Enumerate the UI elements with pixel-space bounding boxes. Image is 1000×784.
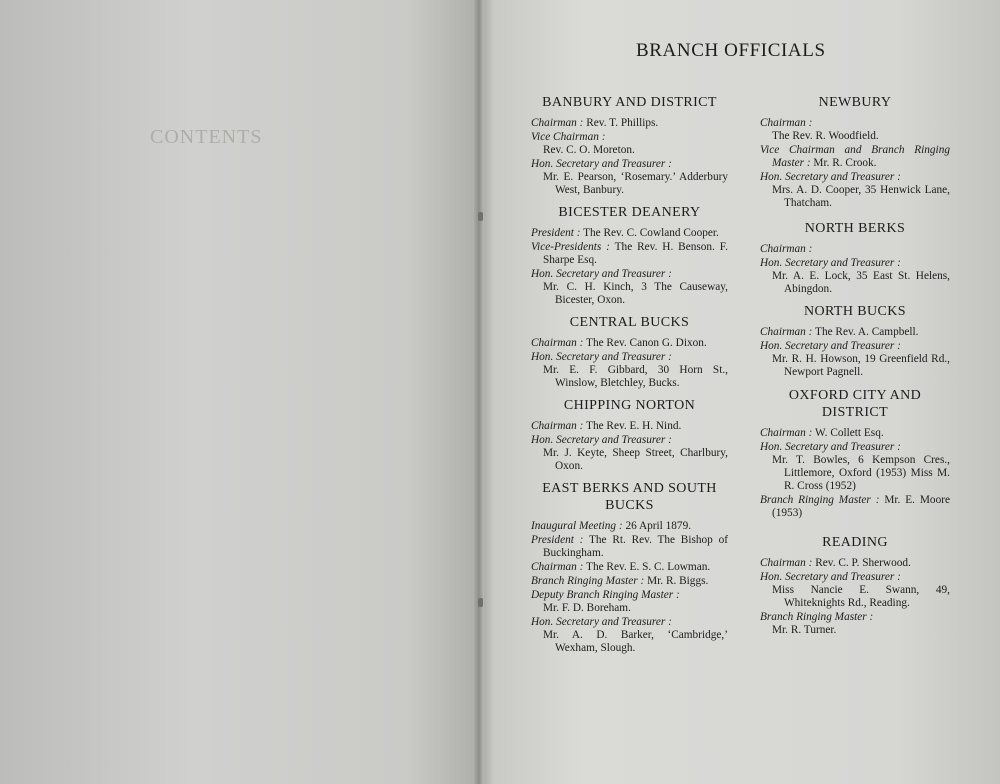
official-role: Hon. Secretary and Treasurer : [531,351,672,363]
branch-name: NORTH BERKS [804,221,906,236]
branch-section [531,397,728,473]
official-name: Rev. C. P. Sherwood. [815,557,911,569]
official-role: Inaugural Meeting : [531,520,623,532]
official-entry [760,117,950,143]
branch-section [760,303,950,379]
official-entry [531,420,728,433]
official-name: Mr. J. Keyte, Sheep Street, Charlbury, Oxon. [543,447,728,472]
official-name: The Rev. R. Woodfield. [772,130,879,142]
official-role: Hon. Secretary and Treasurer : [760,257,901,269]
official-name: Mr. E. Pearson, ‘Rosemary.’ Adderbury West, Banbury. [543,171,728,196]
official-entry [760,571,950,610]
branch-section [760,387,950,520]
official-role: Chairman : [531,117,584,129]
official-role: Hon. Secretary and Treasurer : [760,571,901,583]
official-name: Mr. R. Turner. [772,624,837,636]
official-entry [531,589,728,615]
branch-name: OXFORD CITY AND DISTRICT [788,388,922,420]
official-entry [531,575,728,588]
official-entry [760,243,950,256]
official-role: Hon. Secretary and Treasurer : [531,268,672,280]
official-role: Vice Chairman and Branch Ringing Master : [760,144,950,169]
official-name: Mr. F. D. Boreham. [543,602,631,614]
official-name: Mr. A. E. Lock, 35 East St. Helens, Abingdon. [772,270,950,295]
official-name: Mr. T. Bowles, 6 Kempson Cres., Littlemore, Oxford (1953) Miss M. R. Cross (1952) [772,454,950,492]
official-role: Chairman : [531,561,584,573]
official-role: Chairman : [760,427,813,439]
official-entry [531,434,728,473]
official-entry [760,441,950,493]
official-entry [760,494,950,520]
official-role: Chairman : [760,117,813,129]
branch-name: EAST BERKS AND SOUTH BUCKS [542,481,717,513]
official-name: The Rev. E. S. C. Lowman. [586,561,711,573]
branch-section [760,94,950,210]
official-role: Branch Ringing Master : [760,611,874,623]
official-entry [531,268,728,307]
branch-name: NORTH BUCKS [804,304,906,319]
branch-section [760,534,950,637]
official-entry [760,144,950,170]
ghost-heading: CONTENTS [150,126,263,148]
official-role: Hon. Secretary and Treasurer : [531,434,672,446]
official-role: Hon. Secretary and Treasurer : [531,158,672,170]
staple-mark [478,598,483,607]
official-entry [760,257,950,296]
official-name: Rev. C. O. Moreton. [543,144,635,156]
official-entry [531,534,728,560]
branch-name: READING [822,535,888,550]
official-entry [531,227,728,240]
branch-name: NEWBURY [818,95,892,110]
official-name: Mr. C. H. Kinch, 3 The Causeway, Bicester, Oxon. [543,281,728,306]
official-entry [760,557,950,570]
official-name: Mr. R. Crook. [813,157,877,169]
official-role: Chairman : [760,243,813,255]
binding-gutter [474,0,484,784]
official-name: 26 April 1879. [625,520,692,532]
official-role: Chairman : [760,326,813,338]
official-entry [760,171,950,210]
official-name: The Rev. E. H. Nind. [586,420,682,432]
official-role: Hon. Secretary and Treasurer : [760,171,901,183]
official-entry [531,351,728,390]
official-role: Hon. Secretary and Treasurer : [760,441,901,453]
official-role: Deputy Branch Ringing Master : [531,589,680,601]
official-role: Hon. Secretary and Treasurer : [531,616,672,628]
official-entry [531,616,728,655]
left-page [0,0,478,784]
official-entry [531,561,728,574]
official-role: Hon. Secretary and Treasurer : [760,340,901,352]
official-name: Mr. E. F. Gibbard, 30 Horn St., Winslow, Bletchley, Bucks. [543,364,728,389]
column-left [531,94,728,662]
branch-name: BICESTER DEANERY [558,205,701,220]
official-name: Mr. E. Moore (1953) [772,494,950,519]
official-name: The Rev. Canon G. Dixon. [586,337,707,349]
official-role: President : [531,534,584,546]
page-title: BRANCH OFFICIALS [636,40,826,61]
branch-section [531,480,728,655]
official-entry [531,117,728,130]
column-right [760,94,950,644]
official-name: Rev. T. Phillips. [586,117,659,129]
official-name: The Rev. H. Benson. F. Sharpe Esq. [543,241,728,266]
official-name: The Rev. A. Campbell. [815,326,919,338]
official-entry [531,241,728,267]
official-role: Chairman : [531,420,584,432]
official-entry [760,326,950,339]
official-role: Chairman : [531,337,584,349]
official-role: Vice-Presidents : [531,241,610,253]
official-role: Chairman : [760,557,813,569]
official-entry [531,520,728,533]
official-role: Branch Ringing Master : [760,494,880,506]
official-name: Mr. A. D. Barker, ‘Cambridge,’ Wexham, Slough. [543,629,728,654]
branch-section [531,314,728,390]
official-name: Mr. R. H. Howson, 19 Greenfield Rd., Newport Pagnell. [772,353,950,378]
official-name: The Rev. C. Cowland Cooper. [583,227,719,239]
official-role: Branch Ringing Master : [531,575,645,587]
official-role: President : [531,227,581,239]
branch-section [760,220,950,296]
branch-section [531,204,728,307]
official-entry [531,131,728,157]
official-role: Vice Chairman : [531,131,606,143]
branch-name: CHIPPING NORTON [563,398,696,413]
official-entry [760,427,950,440]
official-entry [531,337,728,350]
official-entry [760,340,950,379]
branch-name: CENTRAL BUCKS [569,315,690,330]
official-name: The Rt. Rev. The Bishop of Buckingham. [543,534,728,559]
official-name: Mrs. A. D. Cooper, 35 Henwick Lane, Thatcham. [772,184,950,209]
official-entry [531,158,728,197]
official-entry [760,611,950,637]
official-name: Miss Nancie E. Swann, 49, Whiteknights Rd., Reading. [772,584,950,609]
branch-name: BANBURY AND DISTRICT [542,95,717,110]
official-name: W. Collett Esq. [815,427,884,439]
official-name: Mr. R. Biggs. [647,575,709,587]
staple-mark [478,212,483,221]
branch-section [531,94,728,197]
